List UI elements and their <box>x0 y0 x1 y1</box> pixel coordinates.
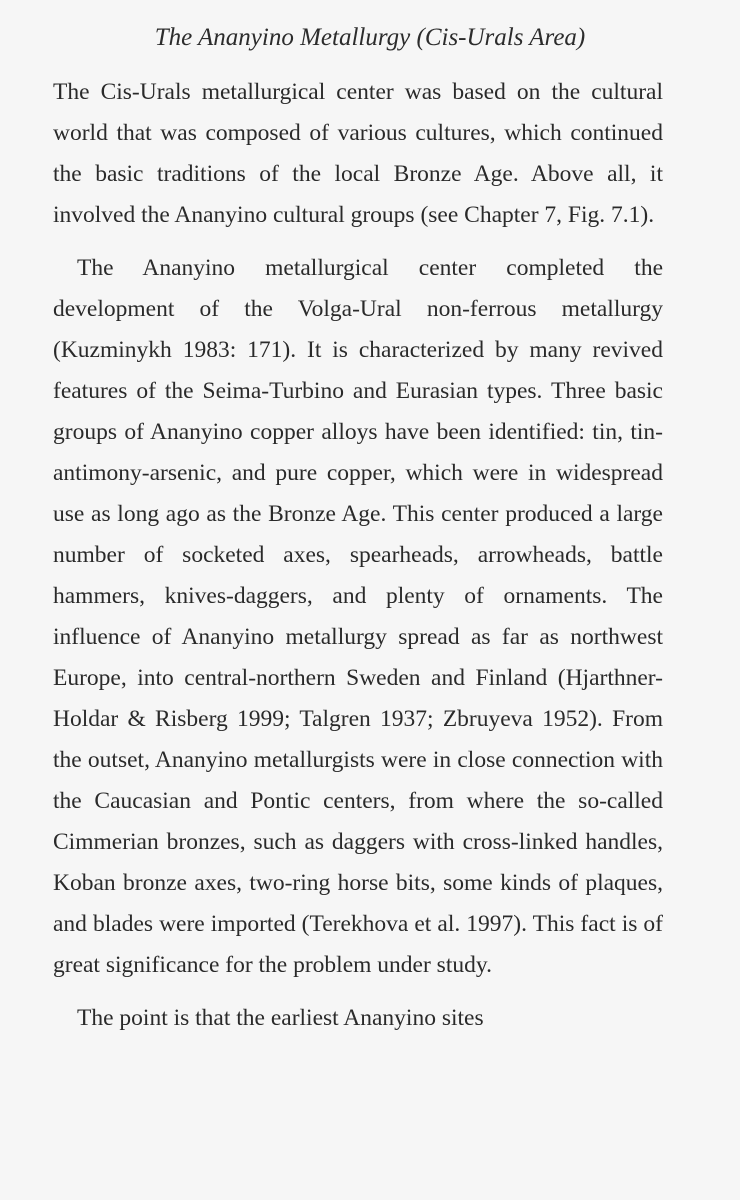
paragraph-2: The Ananyino metallurgical center completed the development of the Volga-Ural non-ferrous metallurgy (Kuzminykh 1983: 171). It is characterized by many revived features of the Seima-Turbino and Eurasian types. Three basic groups of Ananyino copper alloys have been identified: tin, tin-antimony-arsenic, and pure copper, which were in widespread use as long ago as the Bronze Age. This center produced a large number of socketed axes, spearheads, arrowheads, battle hammers, knives-daggers, and plenty of ornaments. The influence of Ananyino metallurgy spread as far as northwest Europe, into central-northern Sweden and Finland (Hjarthner-Holdar & Risberg 1999; Talgren 1937; Zbruyeva 1952). From the outset, Ananyino metallurgists were in close connection with the Caucasian and Pontic centers, from where the so-called Cimmerian bronzes, such as daggers with cross-linked handles, Koban bronze axes, two-ring horse bits, some kinds of plaques, and blades were imported (Terekhova et al. 1997). This fact is of great significance for the problem under study. <box>53 255 663 978</box>
body-text <box>53 72 663 1039</box>
running-header: The Ananyino Metallurgy (Cis-Urals Area) <box>154 24 586 51</box>
paragraph-3: The point is that the earliest Ananyino sites <box>77 1005 484 1031</box>
paragraph-1: The Cis-Urals metallurgical center was based on the cultural world that was composed of various cultures, which continued the basic traditions of the local Bronze Age. Above all, it involved the Ananyino cultural groups (see Chapter 7, Fig. 7.1). <box>53 79 663 228</box>
